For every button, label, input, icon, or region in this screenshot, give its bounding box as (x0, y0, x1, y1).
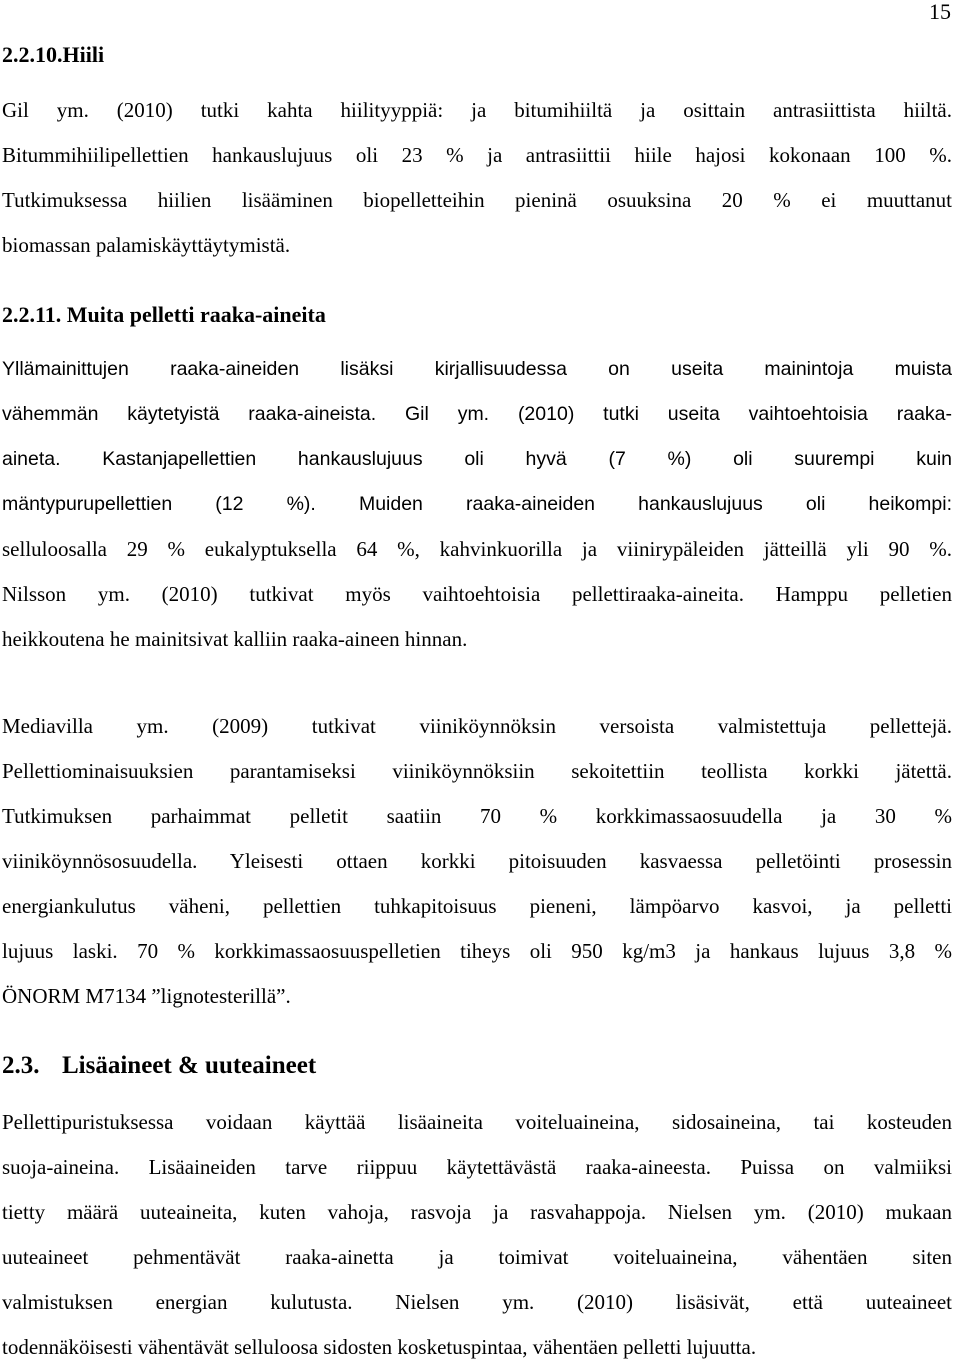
paragraph-mediavilla (2, 704, 952, 1019)
text-line: ÖNORM M7134 ”lignotesterillä”. (2, 984, 291, 1008)
paragraph-muita-serif (2, 527, 952, 662)
section-heading-lisaaineet (2, 1051, 316, 1081)
page-number: 15 (929, 0, 951, 24)
text-line: viiniköynnösosuudella. Yleisesti ottaen korkki pitoisuuden kasvaessa pelletöinti prosessin (2, 849, 952, 873)
paragraph-lisaaineet (2, 1100, 952, 1370)
text-line: mäntypurupellettien (12 %). Muiden raaka-aineiden hankauslujuus oli heikompi: (2, 493, 952, 515)
section-heading-hiili: 2.2.10.Hiili (2, 42, 105, 67)
text-line: todennäköisesti vähentävät selluloosa sidosten kosketuspintaa, vähentäen pelletti lujuutta. (2, 1335, 757, 1359)
heading-number: 2.3. (2, 1052, 40, 1079)
text-line: selluloosalla 29 % eukalyptuksella 64 %, kahvinkuorilla ja viinirypäleiden jätteillä yli 90 %. (2, 537, 952, 561)
text-line: Tutkimuksessa hiilien lisääminen biopelletteihin pieninä osuuksina 20 % ei muuttanut (2, 188, 952, 212)
text-line: Gil ym. (2010) tutki kahta hiilityyppiä: ja bitumihiiltä ja osittain antrasiittista hiiltä. (2, 98, 952, 122)
text-line: Nilsson ym. (2010) tutkivat myös vaihtoehtoisia pellettiraaka-aineita. Hamppu pelletien (2, 582, 952, 606)
text-line: tietty määrä uuteaineita, kuten vahoja, rasvoja ja rasvahappoja. Nielsen ym. (2010) mukaan (2, 1200, 952, 1224)
text-line: Bitummihiilipellettien hankauslujuus oli 23 % ja antrasiittii hiile hajosi kokonaan 100 %. (2, 143, 952, 167)
paragraph-hiili (2, 88, 952, 268)
section-heading-muita: 2.2.11. Muita pelletti raaka-aineita (2, 302, 326, 327)
paragraph-muita-sans (2, 347, 952, 527)
text-line: vähemmän käytetyistä raaka-aineista. Gil ym. (2010) tutki useita vaihtoehtoisia raaka- (2, 403, 952, 425)
text-line: biomassan palamiskäyttäytymistä. (2, 233, 291, 257)
text-line: Pellettipuristuksessa voidaan käyttää lisäaineita voiteluaineina, sidosaineina, tai kosteuden (2, 1110, 952, 1134)
text-line: Pellettiominaisuuksien parantamiseksi viiniköynnöksiin sekoitettiin teollista korkki jätettä. (2, 759, 952, 783)
text-line: heikkoutena he mainitsivat kalliin raaka-aineen hinnan. (2, 627, 468, 651)
text-line: suoja-aineina. Lisäaineiden tarve riippuu käytettävästä raaka-aineesta. Puissa on valmiiksi (2, 1155, 952, 1179)
text-line: lujuus laski. 70 % korkkimassaosuuspelletien tiheys oli 950 kg/m3 ja hankaus lujuus 3,8 % (2, 939, 952, 963)
text-line: energiankulutus väheni, pellettien tuhkapitoisuus pieneni, lämpöarvo kasvoi, ja pelletti (2, 894, 952, 918)
heading-text: Lisäaineet & uuteaineet (62, 1052, 317, 1079)
text-line: Yllämainittujen raaka-aineiden lisäksi kirjallisuudessa on useita mainintoja muista (2, 358, 952, 380)
text-line: Tutkimuksen parhaimmat pelletit saatiin 70 % korkkimassaosuudella ja 30 % (2, 804, 952, 828)
text-line: aineta. Kastanjapellettien hankauslujuus oli hyvä (7 %) oli suurempi kuin (2, 448, 952, 470)
text-line: valmistuksen energian kulutusta. Nielsen ym. (2010) lisäsivät, että uuteaineet (2, 1290, 952, 1314)
text-line: uuteaineet pehmentävät raaka-ainetta ja toimivat voiteluaineina, vähentäen siten (2, 1245, 952, 1269)
text-line: Mediavilla ym. (2009) tutkivat viiniköynnöksin versoista valmistettuja pellettejä. (2, 714, 952, 738)
